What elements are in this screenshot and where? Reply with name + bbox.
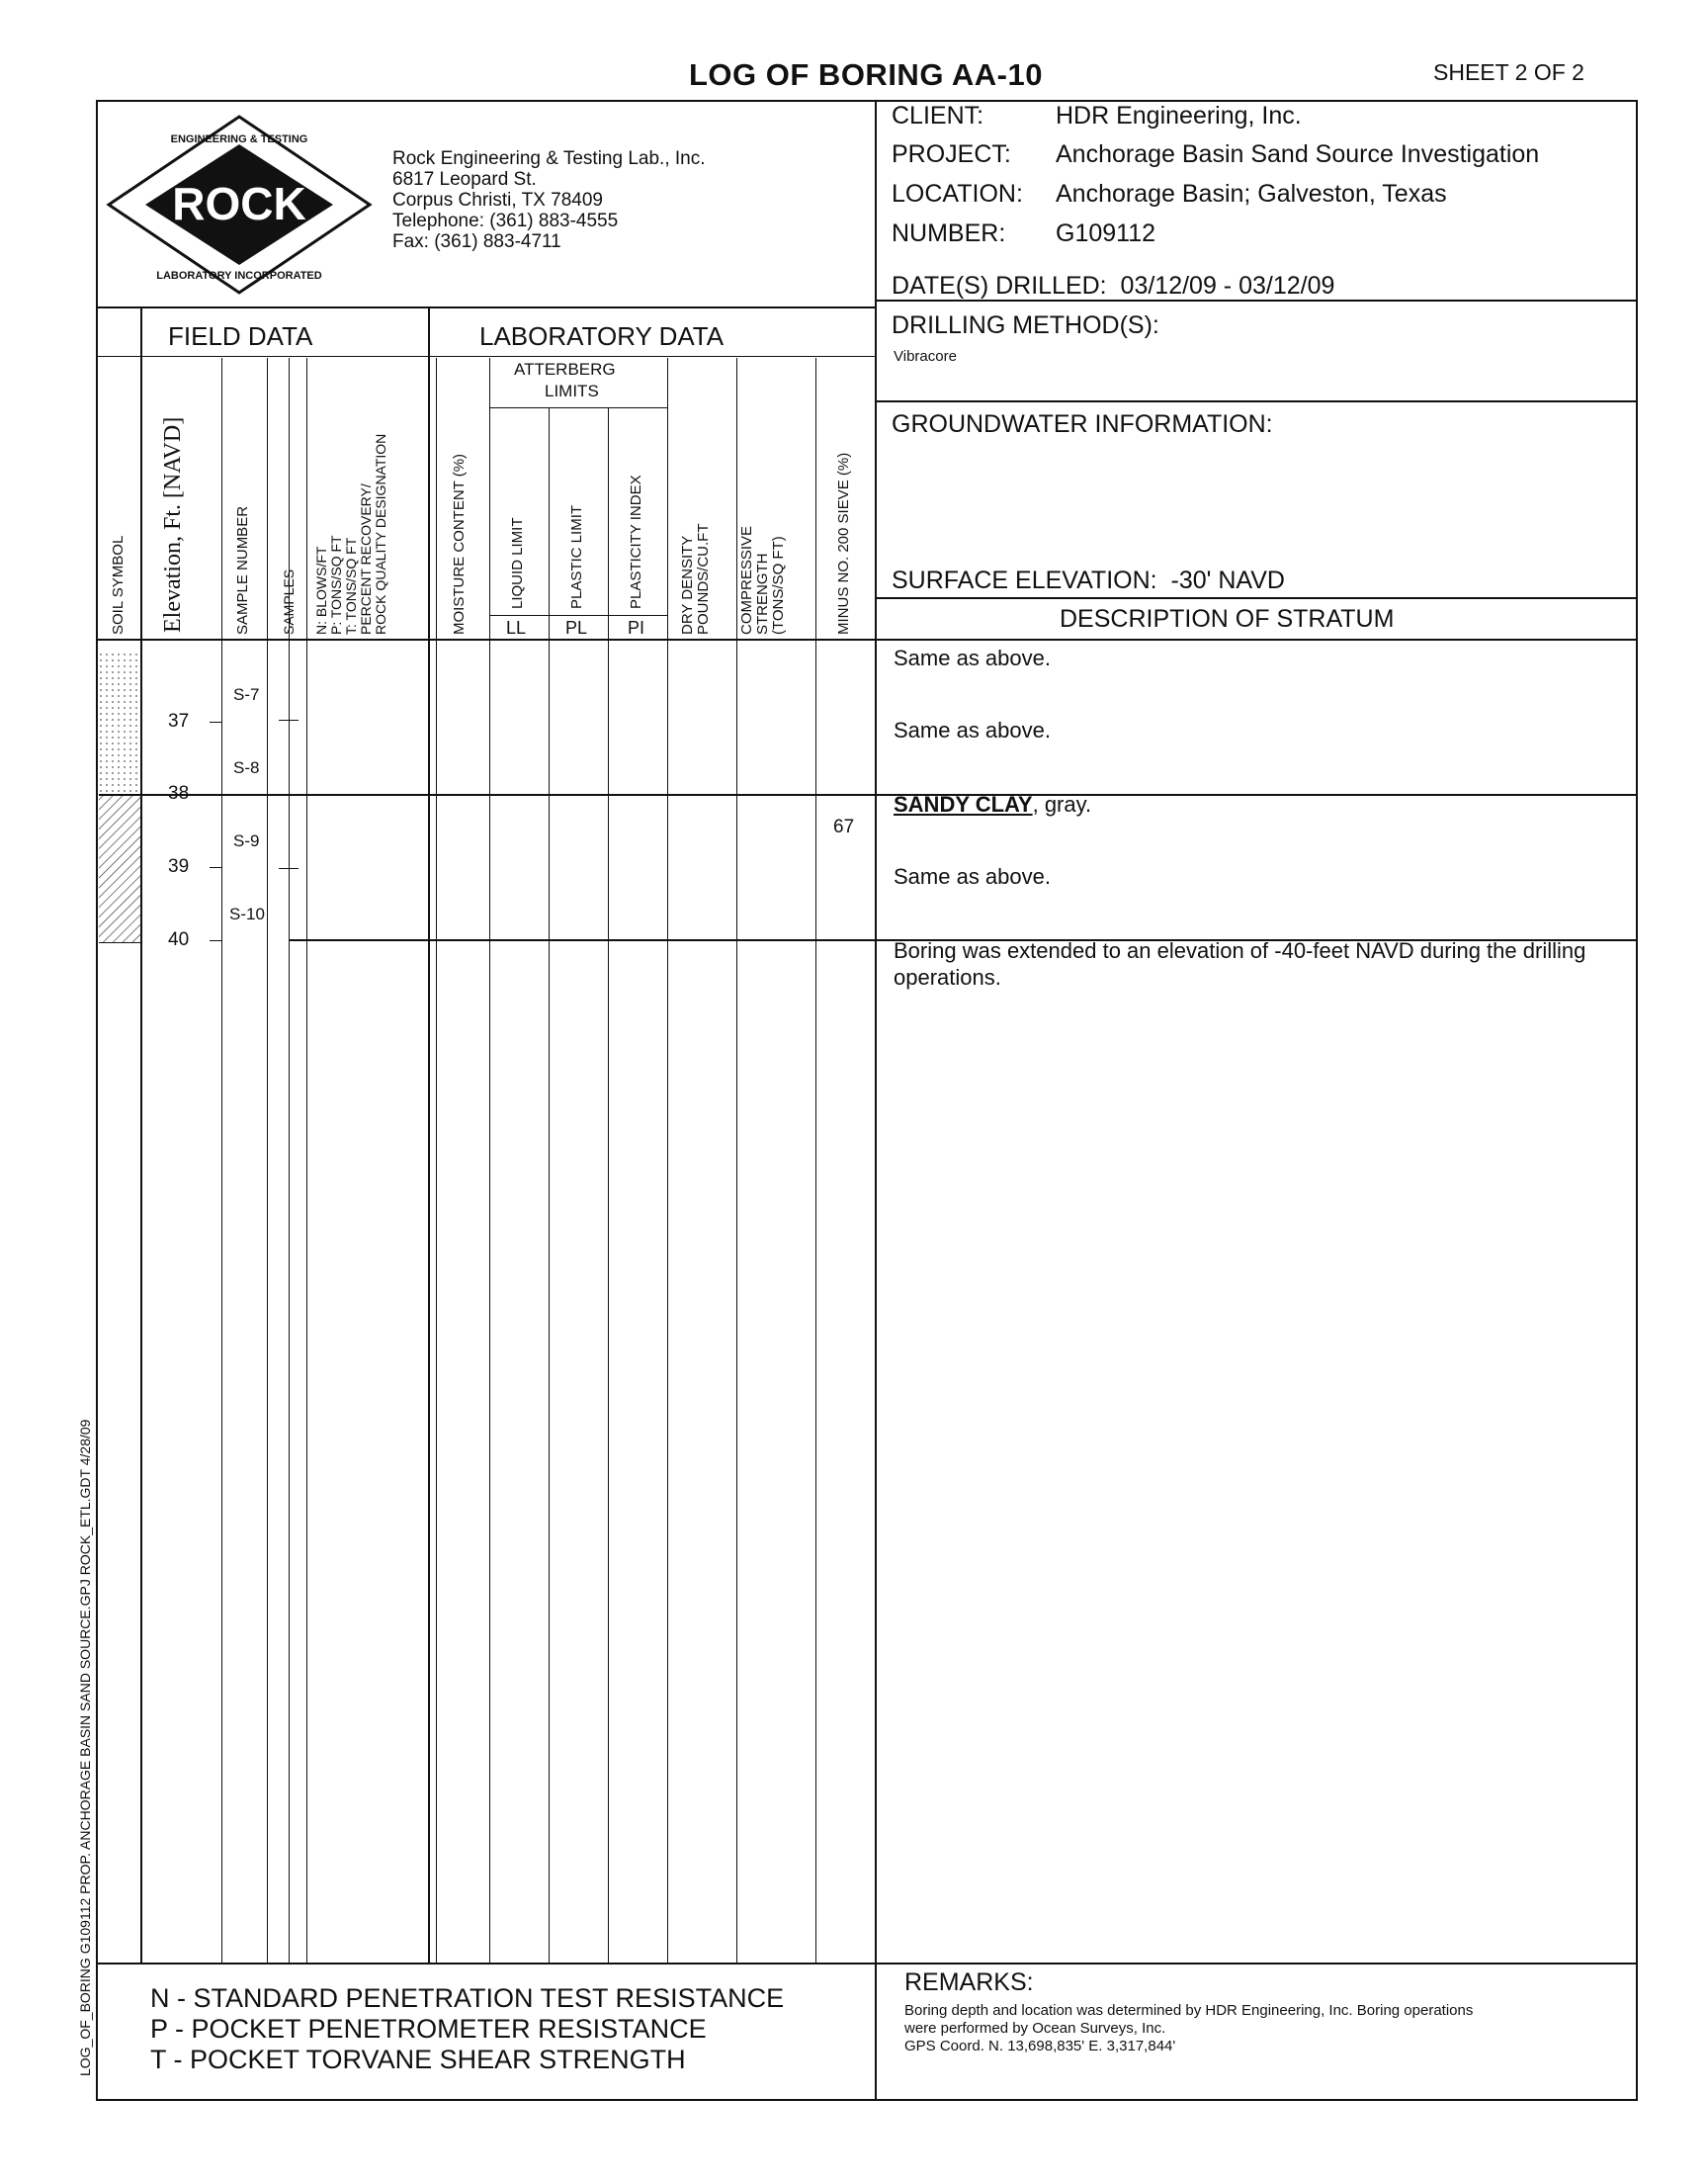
soil-symbol-column — [99, 653, 140, 945]
rock-logo — [101, 111, 378, 299]
groundwater-label: GROUNDWATER INFORMATION: — [892, 410, 1273, 438]
elevation-39: 39 — [168, 856, 190, 877]
location-value: Anchorage Basin; Galveston, Texas — [1056, 180, 1447, 208]
col-dry-density — [680, 524, 712, 636]
description-3 — [894, 791, 1091, 818]
col-compressive-3: (TONS/SQ FT) — [770, 536, 787, 635]
col-line-ll — [489, 358, 490, 1963]
remarks-body — [904, 2002, 1631, 2055]
logo-ring-top: ENGINEERING & TESTING — [170, 133, 308, 145]
number-label: NUMBER: — [892, 219, 1006, 247]
col-samples: SAMPLES — [281, 568, 297, 635]
col-dry-density-2: POUNDS/CU.FT — [695, 523, 712, 635]
side-footer: LOG_OF_BORING G109112 PROP. ANCHORAGE BASIN SAND SOURCE.GPJ ROCK_ETL.GDT 4/28/09 — [77, 1419, 93, 2076]
sandy-clay-symbol — [99, 795, 140, 943]
laboratory-data-title: LABORATORY DATA — [479, 321, 725, 351]
col-line-elev — [221, 358, 222, 1963]
sheet-number: SHEET 2 OF 2 — [1433, 59, 1584, 85]
project-value: Anchorage Basin Sand Source Investigation — [1056, 140, 1540, 168]
col-moisture: MOISTURE CONTENT (%) — [451, 453, 468, 635]
elev-tick-39 — [210, 867, 221, 868]
remarks-title: REMARKS: — [904, 1968, 1034, 1996]
logo-ring-bottom: LABORATORY INCORPORATED — [156, 270, 322, 282]
surface-value: -30' NAVD — [1170, 567, 1285, 594]
location-row — [892, 180, 1447, 209]
elevation-40: 40 — [168, 929, 190, 950]
location-label: LOCATION: — [892, 180, 1023, 208]
remarks-line-1: Boring depth and location was determined by HDR Engineering, Inc. Boring operations — [904, 2002, 1474, 2019]
drilling-label: DRILLING METHOD(S): — [892, 311, 1159, 339]
description-3-rest: , gray. — [1032, 792, 1092, 817]
col-plastic-limit: PLASTIC LIMIT — [568, 504, 585, 609]
project-row — [892, 140, 1539, 169]
corner — [96, 1963, 97, 1964]
limits-title: LIMITS — [545, 382, 599, 400]
col-line-moisture-left — [436, 358, 437, 1963]
lab-name: Rock Engineering & Testing Lab., Inc. — [392, 148, 706, 169]
remarks-line-3: GPS Coord. N. 13,698,835' E. 3,317,844' — [904, 2038, 1176, 2054]
col-line-pl — [549, 407, 550, 1963]
col-compressive-2: STRENGTH — [754, 553, 771, 635]
sample-mark-1 — [279, 720, 299, 721]
sample-s9: S-9 — [233, 831, 260, 850]
col-dry-density-1: DRY DENSITY — [679, 535, 696, 635]
description-3-bold: SANDY CLAY — [894, 792, 1033, 817]
col-ll-abbr: LL — [506, 618, 527, 638]
col-line-soil — [140, 306, 142, 1963]
client-value: HDR Engineering, Inc. — [1056, 102, 1302, 130]
col-field-values — [314, 434, 388, 635]
number-row — [892, 219, 1155, 248]
minus200-value: 67 — [833, 817, 855, 837]
remarks-line-2: were performed by Ocean Surveys, Inc. — [904, 2020, 1166, 2037]
sample-s8: S-8 — [233, 758, 260, 777]
col-pi-abbr: PI — [628, 618, 645, 638]
col-compressive — [739, 526, 787, 635]
dates-row — [892, 272, 1334, 301]
client-row — [892, 102, 1302, 131]
legend — [150, 1983, 784, 2075]
elev-tick-38 — [210, 794, 221, 795]
col-minus200: MINUS NO. 200 SIEVE (%) — [835, 452, 852, 635]
project-label: PROJECT: — [892, 140, 1011, 168]
lab-street: 6817 Leopard St. — [392, 169, 537, 190]
logo-word: ROCK — [172, 178, 306, 229]
page-title: LOG OF BORING AA-10 — [689, 57, 1043, 92]
col-line-field-inner — [306, 358, 307, 1963]
description-5: Boring was extended to an elevation of -40-feet NAVD during the drilling operations. — [894, 938, 1586, 990]
lab-city: Corpus Christi, TX 78409 — [392, 190, 603, 211]
description-4: Same as above. — [894, 864, 1051, 889]
client-label: CLIENT: — [892, 102, 984, 130]
number-value: G109112 — [1056, 219, 1156, 247]
col-line-comp — [736, 358, 737, 1963]
col-elevation: Elevation, Ft. [NAVD] — [160, 416, 186, 633]
col-field-recovery: PERCENT RECOVERY/ — [358, 483, 374, 635]
lab-fax: Fax: (361) 883-4711 — [392, 231, 561, 252]
divider-legend — [96, 1963, 1638, 1965]
col-sample-number: SAMPLE NUMBER — [234, 505, 251, 635]
stratum-boundary-2-left — [99, 942, 140, 943]
elevation-38: 38 — [168, 783, 190, 804]
description-title: DESCRIPTION OF STRATUM — [1060, 605, 1395, 633]
col-pl-abbr: PL — [565, 618, 588, 638]
atterberg-title: ATTERBERG — [514, 360, 616, 379]
divider-surface — [875, 597, 1638, 599]
elevation-37: 37 — [168, 711, 190, 732]
dates-label: DATE(S) DRILLED: — [892, 272, 1107, 300]
col-field-t: T: TONS/SQ FT — [343, 537, 359, 635]
lab-phone: Telephone: (361) 883-4555 — [392, 211, 619, 231]
stratum-boundary-1 — [99, 794, 1638, 796]
sample-s7: S-7 — [233, 685, 260, 704]
atterberg-underline — [489, 407, 667, 408]
description-1: Same as above. — [894, 646, 1051, 670]
surface-row — [892, 567, 1285, 595]
divider-section-titles — [96, 356, 875, 357]
col-line-minus200 — [815, 358, 816, 1963]
dates-value: 03/12/09 - 03/12/09 — [1120, 272, 1335, 300]
col-plasticity-index: PLASTICITY INDEX — [628, 475, 644, 609]
col-line-field-lab — [428, 306, 430, 1963]
col-line-dry — [667, 358, 668, 1963]
legend-t: T - POCKET TORVANE SHEAR STRENGTH — [150, 2045, 686, 2074]
divider-column-headers — [96, 639, 1638, 641]
col-compressive-1: COMPRESSIVE — [738, 525, 755, 635]
lab-address — [392, 148, 706, 252]
col-soil-symbol: SOIL SYMBOL — [110, 535, 127, 635]
header-divider-left — [96, 306, 875, 308]
elev-tick-40 — [210, 940, 221, 941]
description-2: Same as above. — [894, 718, 1051, 742]
sample-s10: S-10 — [229, 905, 265, 923]
sand-symbol — [99, 653, 140, 795]
drilling-value: Vibracore — [894, 348, 957, 365]
col-field-n: N: BLOWS/FT — [313, 546, 329, 635]
col-field-rqd: ROCK QUALITY DESIGNATION — [373, 433, 388, 635]
col-field-p: P: TONS/SQ FT — [328, 535, 344, 635]
col-liquid-limit: LIQUID LIMIT — [509, 517, 526, 609]
legend-p: P - POCKET PENETROMETER RESISTANCE — [150, 2014, 707, 2044]
legend-n: N - STANDARD PENETRATION TEST RESISTANCE — [150, 1983, 785, 2013]
ll-pl-pi-divider — [489, 615, 667, 616]
surface-label: SURFACE ELEVATION: — [892, 567, 1157, 594]
divider-drilling — [875, 400, 1638, 402]
elev-tick-37 — [210, 722, 221, 723]
field-data-title: FIELD DATA — [168, 321, 313, 351]
sample-mark-2 — [279, 868, 299, 869]
col-line-pi — [608, 407, 609, 1963]
col-line-sampnum — [267, 358, 268, 1963]
